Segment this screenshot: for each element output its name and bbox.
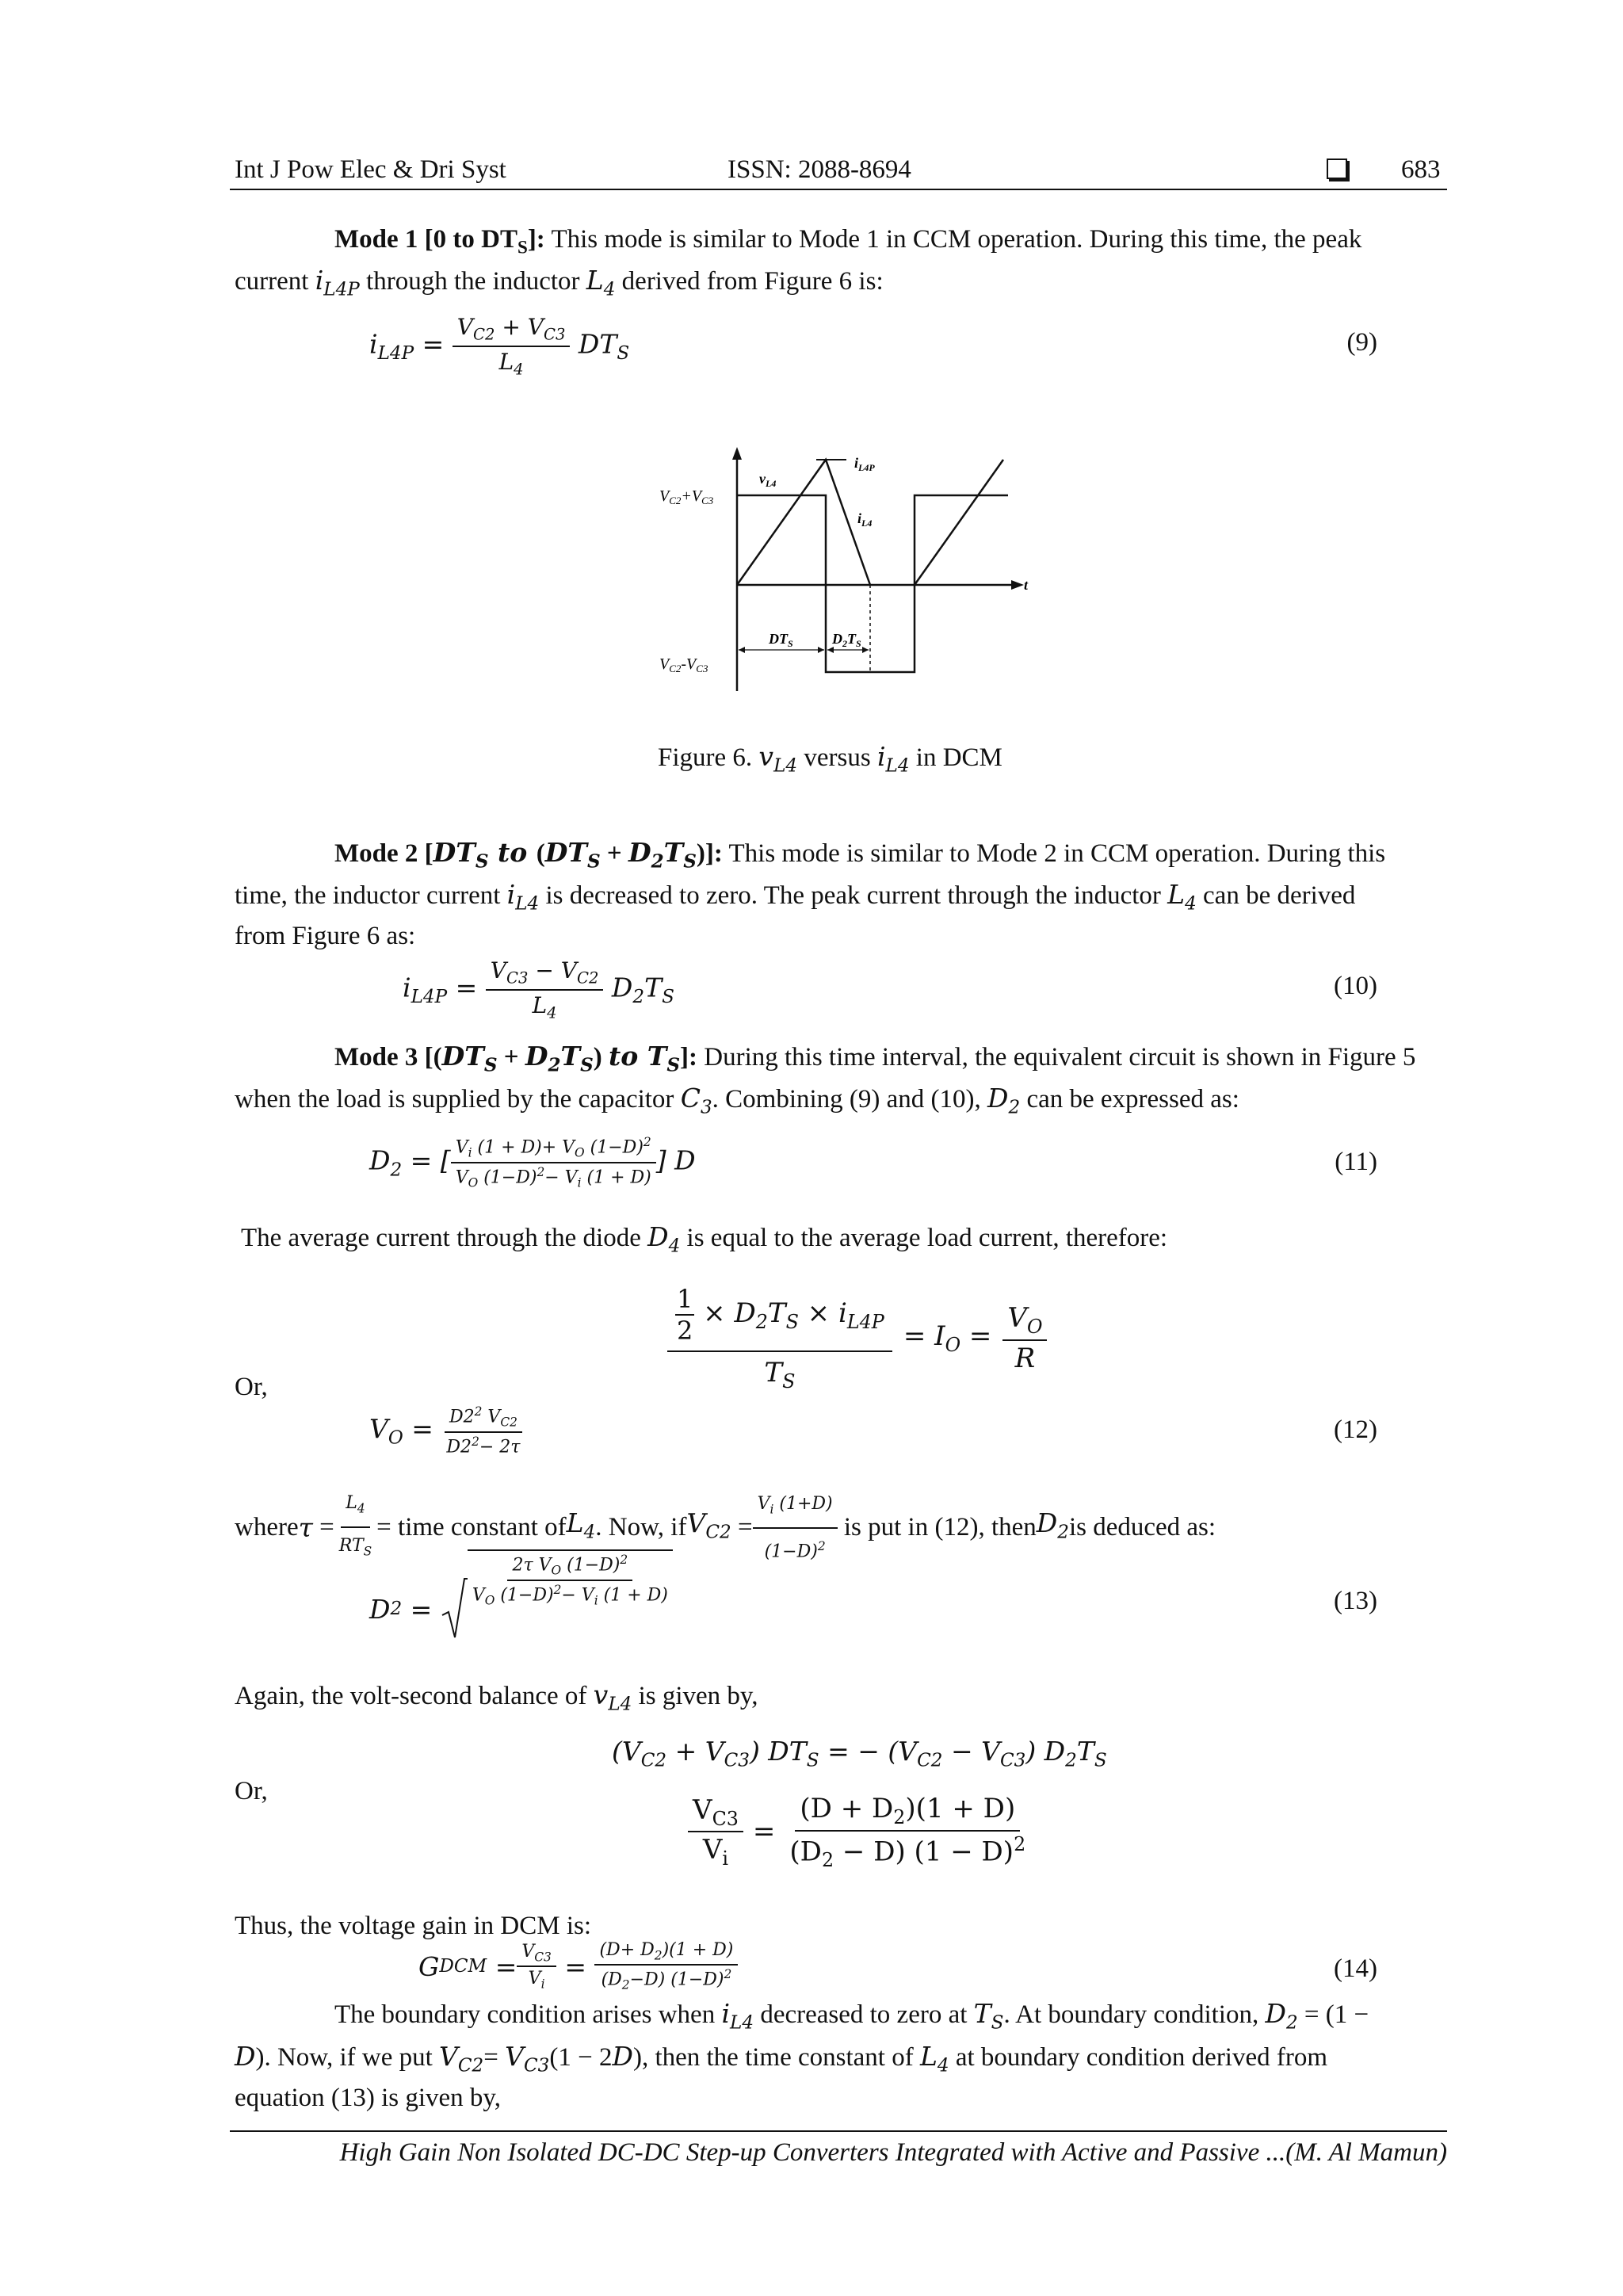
equation-12: $V_O$ = $\frac{D2^2 V_{C2}}{D2^2- 2\tau}$ xyxy=(369,1404,525,1457)
eq13-number: (13) xyxy=(1334,1587,1377,1615)
footer-running-title: High Gain Non Isolated DC-DC Step-up Converters Integrated with Active and Passive ...(M. Al Mamun) xyxy=(339,2138,1447,2167)
page-marker xyxy=(1327,155,1347,185)
journal-name: Int J Pow Elec & Dri Syst xyxy=(235,155,506,184)
or-label-1: Or, xyxy=(235,1373,268,1401)
gain-ratio-equation: $\frac{V_{C3}}{V_i}$ = $\frac{(D + D_2)(1 + D)}{(D_2 - D) (1 - D)^2}$ xyxy=(688,1793,1030,1871)
mode2-title: Mode 2 [$DT_S$ to $(DT_S + D_2T_S)$]: xyxy=(334,837,723,873)
or-label-2: Or, xyxy=(235,1777,268,1805)
label-dts: $DT_S$ xyxy=(769,631,793,649)
mode1-paragraph: Mode 1 [0 to $DT_S$]: This mode is similar to Mode 1 in CCM operation. During this time, the peak current $i_{L4P}$ through the inductor $L_4$ derived from Figure 6 is: xyxy=(235,225,1362,300)
label-vc2-minus-vc3: $V_{C2}-V_{C3}$ xyxy=(659,655,708,674)
volt-second-text: Again, the volt-second balance of $v_{L4}$ is given by, xyxy=(235,1679,758,1715)
mode2-paragraph: Mode 2 [$DT_S$ to $(DT_S + D_2T_S)$]: This mode is similar to Mode 2 in CCM operation. During this time, the inductor current $i_{L4}$ is decreased to zero. The peak current through the inductor $L_4$ can be derived from Figure 6 as: xyxy=(235,837,1386,951)
figure-6-caption: Figure 6. $v_{L4}$ versus $i_{L4}$ in DCM xyxy=(658,741,1002,777)
eq10-number: (10) xyxy=(1334,972,1377,1000)
issn: ISSN: 2088-8694 xyxy=(727,155,911,184)
eq12-number: (12) xyxy=(1334,1415,1377,1444)
eq14-number: (14) xyxy=(1334,1954,1377,1983)
thus-text: Thus, the voltage gain in DCM is: xyxy=(235,1912,592,1940)
average-current-text: The average current through the diode $D_4$ is equal to the average load current, therefore: xyxy=(241,1221,1168,1257)
label-il4p: $i_{L4P}$ xyxy=(854,455,875,473)
tau-definition: where τ = $\frac{L_4}{RT_S}$ = time constant of $L_4$ . Now, if $V_{C2}$ = $\frac{V_i (1+D)}{(1-D)^2}$ is put in (12), then $D_2$ is deduced as: xyxy=(235,1487,1216,1568)
equation-14: G DCM = $\frac{V_{C3}}{V_i}$ = $\frac{(D+ D_2)(1 + D)}{(D_2-D) (1-D)^2}$ xyxy=(418,1940,738,1992)
eq9-number: (9) xyxy=(1346,328,1377,357)
eq11-number: (11) xyxy=(1335,1148,1377,1176)
label-vl4: $v_{L4}$ xyxy=(759,471,777,489)
volt-second-equation: $(V_{C2} + V_{C3}) DT_S$ = − $(V_{C2} - V_{C3})$ $D_2T_S$ xyxy=(612,1736,1107,1771)
equation-13: D 2 = $\frac{2\tau V_O (1-D)^2}{V_O (1-D)^2- V_i (1 + D)}$ xyxy=(369,1577,673,1641)
mode3-title: Mode 3 [$(DT_S + D_2T_S)$ to $T_S$]: xyxy=(334,1041,698,1076)
boundary-paragraph: The boundary condition arises when $i_{L4}$ decreased to zero at $T_S$. At boundary condition, $D_2 = (1$ − D). Now, if we put $V_{C2}= V_{C3}(1 - 2D)$, then the time constant of $L_4$ at boundary condition derived from equation (13) is given by, xyxy=(235,1998,1369,2113)
equation-10: $i_{L4P}$ = $\frac{V_{C3} - V_{C2}}{L_4}$ $D_2T_S$ xyxy=(403,957,674,1022)
average-current-equation: $\frac{1}{2}$ × $D_2T_S \times i_{L4P}$ $T_S$ = $I_O$ = $\frac{V_O}{R}$ xyxy=(667,1284,1047,1392)
sqrt-icon xyxy=(441,1577,468,1641)
page-number: 683 xyxy=(1401,155,1441,184)
header-rule xyxy=(230,189,1447,190)
label-t: t xyxy=(1024,577,1029,593)
mode3-paragraph: Mode 3 [$(DT_S + D_2T_S)$ to $T_S$]: During this time interval, the equivalent circuit is shown in Figure 5 when the load is supplied by the capacitor $C_3$. Combining (9) and (10), $D_2$ can be expressed as: xyxy=(235,1041,1416,1118)
label-d2ts: $D_2T_S$ xyxy=(832,631,861,649)
label-il4: $i_{L4}$ xyxy=(857,510,873,529)
box-icon xyxy=(1327,159,1347,179)
figure-6-waveform xyxy=(658,444,1038,697)
mode1-title: Mode 1 [0 to $DT_S$]: xyxy=(334,225,545,258)
equation-9: $i_{L4P}$ = $\frac{V_{C2} + V_{C3}}{L_4}$ $DT_S$ xyxy=(369,314,630,379)
footer-rule xyxy=(230,2130,1447,2132)
label-vc2-plus-vc3: $V_{C2}+V_{C3}$ xyxy=(659,487,714,506)
equation-11: $D_2$ = [ $\frac{V_i (1 + D)+ V_O (1-D)^2}{V_O (1-D)^2- V_i (1 + D)}$ ] D xyxy=(369,1135,696,1190)
